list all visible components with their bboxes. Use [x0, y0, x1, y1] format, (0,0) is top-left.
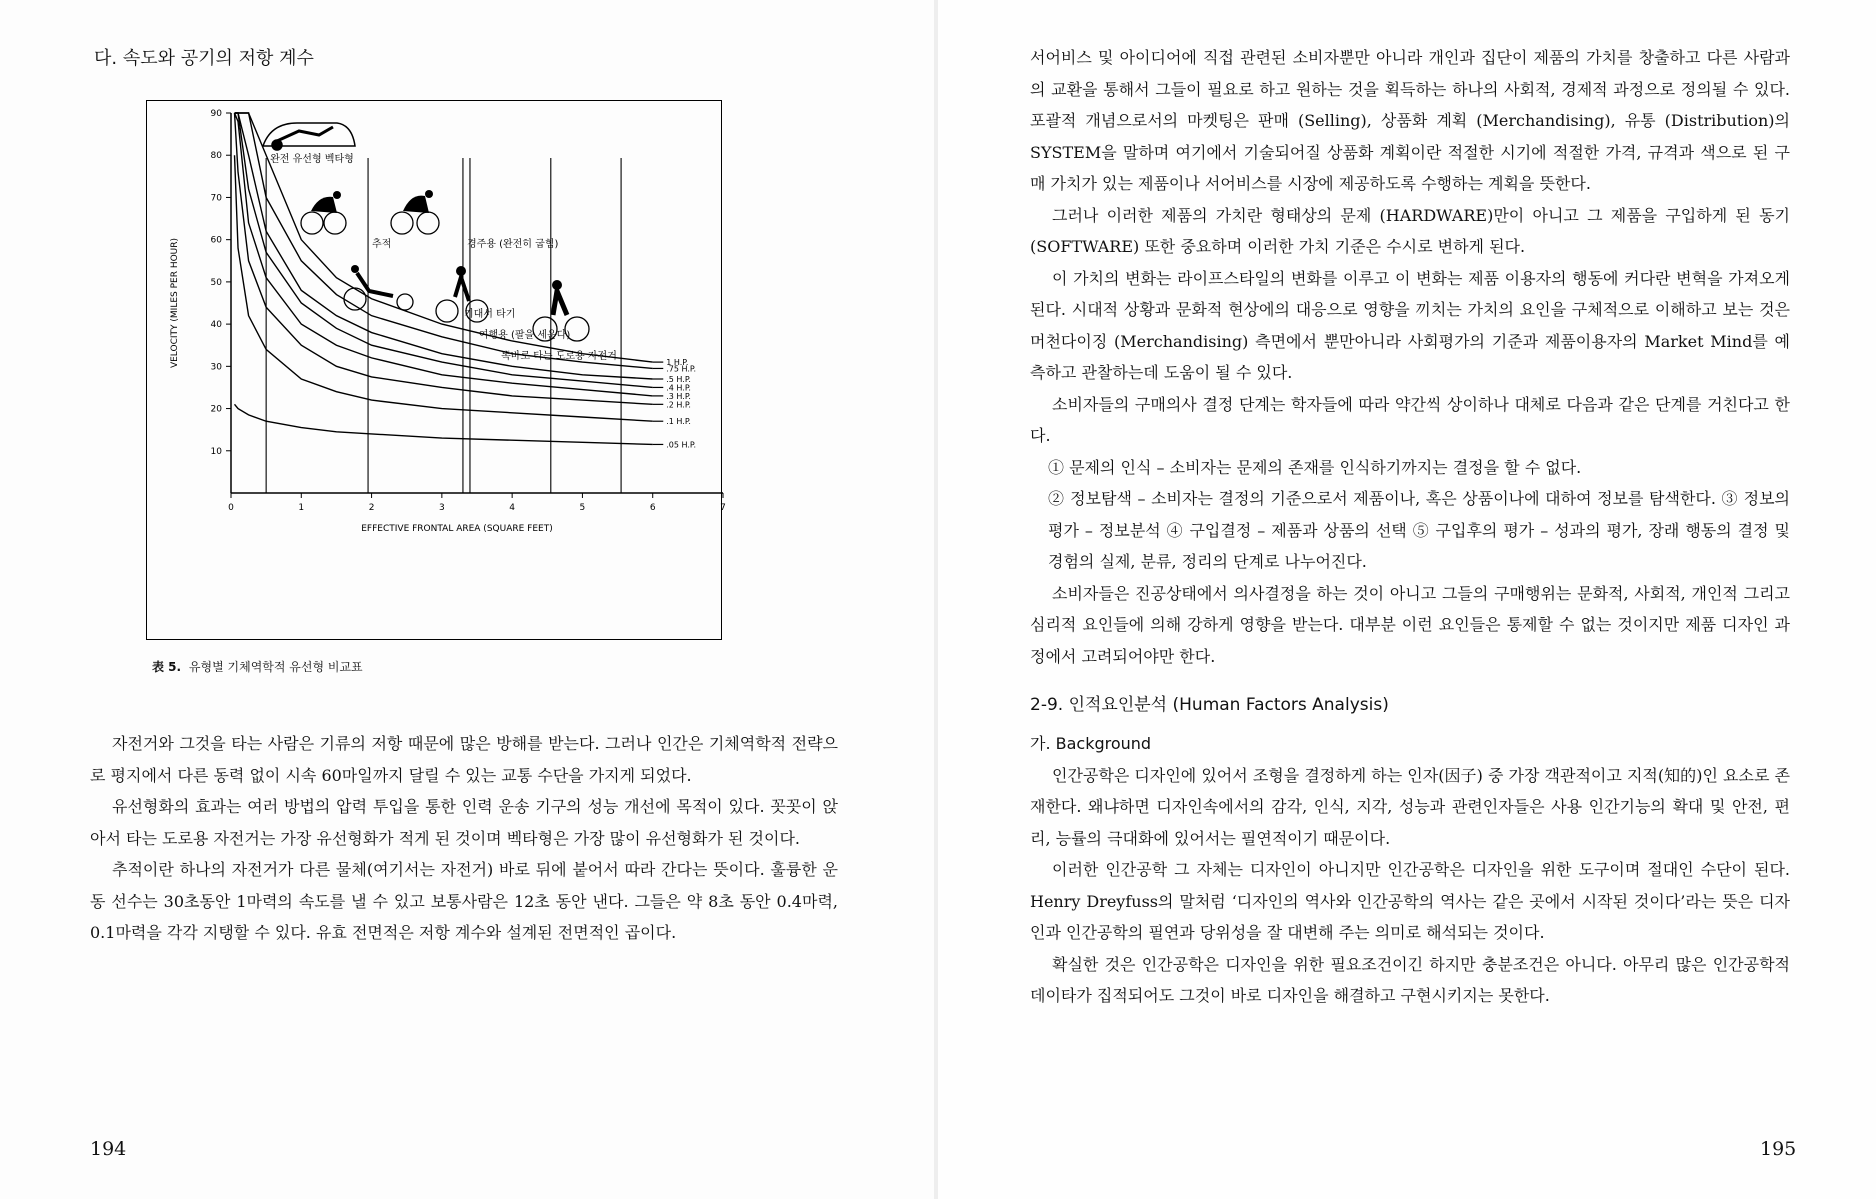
series-label: .05 H.P. [666, 440, 697, 450]
figure-caption-text: 유형별 기체역학적 유선형 비교표 [188, 660, 363, 674]
recumbent-bike-illustration [344, 265, 413, 310]
series-line [235, 113, 653, 368]
x-tick-label: 6 [649, 503, 656, 513]
figure-caption [152, 658, 363, 675]
x-tick-label: 3 [438, 503, 445, 513]
figure-caption-label: 表 5. [152, 660, 182, 674]
velocity-chart [147, 101, 726, 639]
series-label: .2 H.P. [666, 400, 691, 410]
y-axis-label: VELOCITY (MILES PER HOUR) [170, 237, 180, 369]
y-tick-label: 90 [210, 109, 222, 119]
vector-bike-illustration [263, 123, 355, 150]
left-body-text [90, 728, 838, 949]
section-heading: 다. 속도와 공기의 저항 계수 [94, 48, 314, 69]
racing-bike-illustration [391, 190, 439, 234]
series-label: .3 H.P. [666, 391, 691, 401]
series-label: .4 H.P. [666, 383, 691, 393]
marker-label: 완전 유선형 벡타형 [270, 154, 354, 165]
paragraph: 추적이란 하나의 자전거가 다른 물체(여기서는 자전거) 바로 뒤에 붙어서 따라 간다는 뜻이다. 훌륭한 운동 선수는 30초동안 1마력의 속도를 낼 수 있고 보통사람은 12초 동안 낸다. 그들은 약 8초 동안 0.4마력, 0.1마력을 각각 지탱할 수 있다. 유효 전면적은 저항 계수와 설계된 전면적인 곱이다. [90, 860, 838, 942]
paragraph: 이 가치의 변화는 라이프스타일의 변화를 이루고 이 변화는 제품 이용자의 행동에 커다란 변혁을 가져오게 된다. 시대적 상황과 문화적 현상에의 대응으로 영향을 끼치는 가치의 요인을 구체적으로 이해하고 보는 것은 머천다이징 (Merchandising) 측면에서 뿐만아니라 사회평가의 기준과 제품이용자의 Market Mind를 예측하고 관찰하는데 도움이 될 수 있다. [1030, 268, 1790, 382]
series-line [235, 113, 653, 379]
section-title: 2-9. 인적요인분석 (Human Factors Analysis) [1030, 695, 1389, 715]
x-tick-label: 0 [228, 503, 234, 513]
series-label: .75 H.P. [666, 364, 697, 374]
paragraph: 그러나 이러한 제품의 가치란 형태상의 문제 (HARDWARE)만이 아니고 그 제품을 구입하게 된 동기 (SOFTWARE) 또한 중요하며 이러한 가치 기준은 수시로 변하게 된다. [1030, 205, 1790, 256]
x-tick-label: 1 [298, 503, 305, 513]
series-label: 1 H.P. [666, 358, 689, 368]
x-tick-label: 2 [368, 503, 375, 513]
paragraph: 확실한 것은 인간공학은 디자인을 위한 필요조건이긴 하지만 충분조건은 아니다. 아무리 많은 인간공학적 데이타가 집적되어도 그것이 바로 디자인을 해결하고 구현시키지는 못한다. [1030, 954, 1790, 1005]
marker-label: 똑바로 타는 도로용 자전거 [501, 351, 617, 362]
series-label: .5 H.P. [666, 375, 691, 384]
x-tick-label: 4 [509, 503, 516, 513]
y-tick-label: 40 [210, 320, 222, 331]
page-number-left: 194 [90, 1138, 127, 1160]
y-tick-label: 80 [210, 151, 222, 162]
y-tick-label: 20 [210, 404, 222, 415]
y-tick-label: 30 [210, 362, 222, 373]
y-tick-label: 10 [210, 446, 222, 457]
marker-label: 경주용 (완전히 굽힘) [466, 239, 559, 250]
figure-frame [146, 100, 726, 640]
right-body-text [1030, 42, 1790, 1012]
y-tick-label: 70 [210, 193, 222, 204]
series-label: .1 H.P. [666, 417, 691, 427]
y-tick-label: 60 [210, 235, 222, 246]
subsection-title: 가. Background [1030, 734, 1152, 753]
marker-label: 추적 [372, 239, 392, 250]
x-tick-label: 7 [720, 503, 726, 513]
page-number-right: 195 [1760, 1138, 1797, 1160]
paragraph: 유선형화의 효과는 여러 방법의 압력 투입을 통한 인력 운송 기구의 성능 개선에 목적이 있다. 꼿꼿이 앉아서 타는 도로용 자전거는 가장 유선형화가 적게 된 것이며 벡타형은 가장 많이 유선형화가 된 것이다. [90, 797, 838, 848]
paragraph: 소비자들은 진공상태에서 의사결정을 하는 것이 아니고 그들의 구매행위는 문화적, 사회적, 개인적 그리고 심리적 요인들에 의해 강하게 영향을 받는다. 대부분 이런 요인들은 통제할 수 없는 것이지만 제품 디자인 과정에서 고려되어야만 한다. [1030, 583, 1790, 666]
list-item: ② 정보탐색 – 소비자는 결정의 기준으로서 제품이나, 혹은 상품이나에 대하여 정보를 탐색한다. ③ 정보의 평가 – 정보분석 ④ 구입결정 – 제품과 상품의 선택 ⑤ 구입후의 평가 – 성과의 평가, 장래 행동의 결정 및 경험의 실제, 분류, 정리의 단계로 나누어진다. [1048, 489, 1790, 571]
drafting-bike-illustration [301, 191, 346, 234]
series-line [235, 404, 653, 444]
list-item: ① 문제의 인식 – 소비자는 문제의 존재를 인식하기까지는 결정을 할 수 없다. [1048, 457, 1582, 477]
series-line [235, 113, 653, 362]
right-page [938, 0, 1876, 1199]
x-axis-label: EFFECTIVE FRONTAL AREA (SQUARE FEET) [361, 524, 553, 534]
x-tick-label: 5 [579, 503, 586, 513]
paragraph: 자전거와 그것을 타는 사람은 기류의 저항 때문에 많은 방해를 받는다. 그러나 인간은 기체역학적 전략으로 평지에서 다른 동력 없이 시속 60마일까지 달릴 수 있는 교통 수단을 가지게 되었다. [90, 734, 838, 785]
paragraph: 서어비스 및 아이디어에 직접 관련된 소비자뿐만 아니라 개인과 집단이 제품의 가치를 창출하고 다른 사람과의 교환을 통해서 그들이 필요로 하고 원하는 것을 획득하는 하나의 사회적, 경제적 과정으로 정의될 수 있다. 포괄적 개념으로서의 마켓팅은 판매 (Selling), 상품화 계획 (Merchandising), 유통 (Distribution)의 SYSTEM을 말하며 여기에서 기술되어질 상품화 계획이란 적절한 시기에 적절한 가격, 규격과 색으로 된 구매 가치가 있는 제품이나 서어비스를 시장에 제공하도록 수행하는 계획을 뜻한다. [1030, 48, 1790, 193]
marker-label: 기대서 타기 [463, 309, 516, 320]
paragraph: 소비자들의 구매의사 결정 단계는 학자들에 따라 약간씩 상이하나 대체로 다음과 같은 단계를 거친다고 한다. [1030, 394, 1790, 445]
marker-label: 여행용 (팔을 세운다) [478, 330, 571, 341]
paragraph: 이러한 인간공학 그 자체는 디자인이 아니지만 인간공학은 디자인을 위한 도구이며 절대인 수단이 된다. Henry Dreyfuss의 말처럼 ‘디자인의 역사와 인간공학의 역사는 같은 곳에서 시작된 것이다’라는 뜻은 디자인과 인간공학의 필연과 당위성을 잘 대변해 주는 의미로 해석되는 것이다. [1030, 860, 1790, 942]
y-tick-label: 50 [210, 277, 222, 288]
paragraph: 인간공학은 디자인에 있어서 조형을 결정하게 하는 인자(因子) 중 가장 객관적이고 지적(知的)인 요소로 존재한다. 왜냐하면 디자인속에서의 감각, 인식, 지각, 성능과 관련인자들은 사용 인간기능의 확대 및 안전, 편리, 능률의 극대화에 있어서는 필연적이기 때문이다. [1030, 765, 1790, 848]
